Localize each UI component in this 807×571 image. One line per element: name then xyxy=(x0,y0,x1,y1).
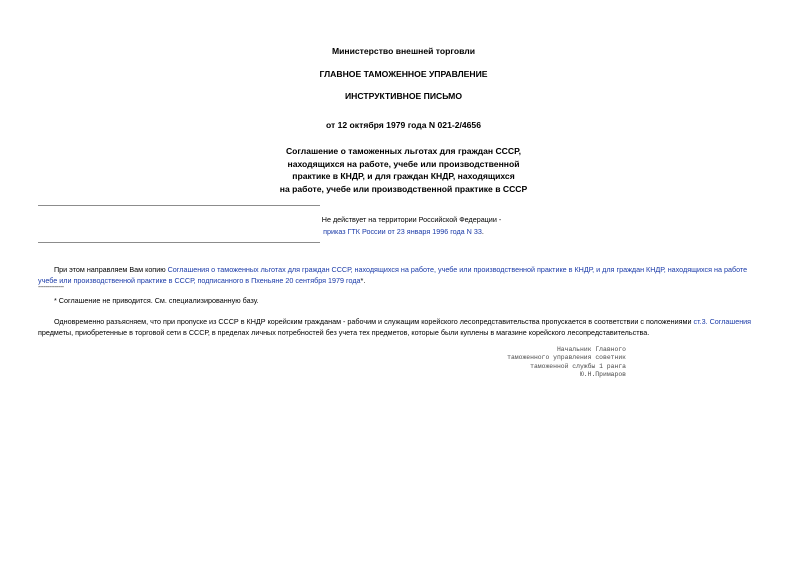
document-date-number: от 12 октября 1979 года N 021-2/4656 xyxy=(325,120,481,130)
signatory-name: Ю.Н.Примаров xyxy=(579,371,626,379)
footnote-separator: -------------- xyxy=(38,284,64,291)
signature-line: таможенной службы 1 ранга xyxy=(530,362,626,370)
ministry-name: Министерство внешней торговли xyxy=(331,46,475,56)
department-name: ГЛАВНОЕ ТАМОЖЕННОЕ УПРАВЛЕНИЕ xyxy=(319,69,488,79)
paragraph1-suffix: *. xyxy=(360,276,366,285)
signature-line: Начальник Главного xyxy=(556,346,626,353)
footnote-text: * Соглашение не приводится. См. специализированную базу. xyxy=(54,296,259,305)
paragraph2-text-continued: предметы, приобретенные в торговой сети в СССР, в пределах личных потребностей без учета тех предметов, которые были куплены в магазине корейского лесопредставительства. xyxy=(38,328,650,337)
paragraph-clarification xyxy=(38,316,772,338)
subject-line: Соглашение о таможенных льготах для граждан СССР, xyxy=(285,146,522,156)
article3-link[interactable]: ст.3. Соглашения xyxy=(693,317,752,326)
agreement-link[interactable]: Соглашения о таможенных льготах для граждан СССР, находящихся на работе, учебе или производственной практике в КНДР, и для граждан КНДР, находящихся на работе xyxy=(167,265,748,274)
notice-suffix: . xyxy=(481,227,484,236)
document-type: ИНСТРУКТИВНОЕ ПИСЬМО xyxy=(344,91,463,101)
paragraph-agreement-copy xyxy=(38,264,772,286)
subject-line: практике в КНДР, и для граждан КНДР, находящихся xyxy=(292,171,515,181)
subject-line: на работе, учебе или производственной практике в СССР xyxy=(279,183,528,194)
order-link[interactable]: приказ ГТК России от 23 января 1996 года N 33 xyxy=(323,227,482,236)
notice-rule-bottom xyxy=(38,242,320,243)
paragraph1-prefix: При этом направляем Вам копию xyxy=(54,265,166,274)
document-subject xyxy=(0,145,807,195)
subject-line: находящихся на работе, учебе или производственной xyxy=(287,158,520,169)
notice-text: Не действует на территории Российской Федерации - xyxy=(321,215,502,224)
agreement-link-continued[interactable]: учебе или производственной практике в СССР, подписанного в Пхеньяне 20 сентября 1979 года xyxy=(38,276,361,285)
validity-notice xyxy=(0,214,807,238)
signature-block xyxy=(496,346,626,380)
signature-line: таможенного управления советник xyxy=(507,354,626,362)
notice-rule-top xyxy=(38,205,320,206)
paragraph2-text: Одновременно разъясняем, что при пропуске из СССР в КНДР корейским гражданам - рабочим и служащим корейского лесопредставительства пропускается в соответствии с положениями xyxy=(54,317,692,326)
